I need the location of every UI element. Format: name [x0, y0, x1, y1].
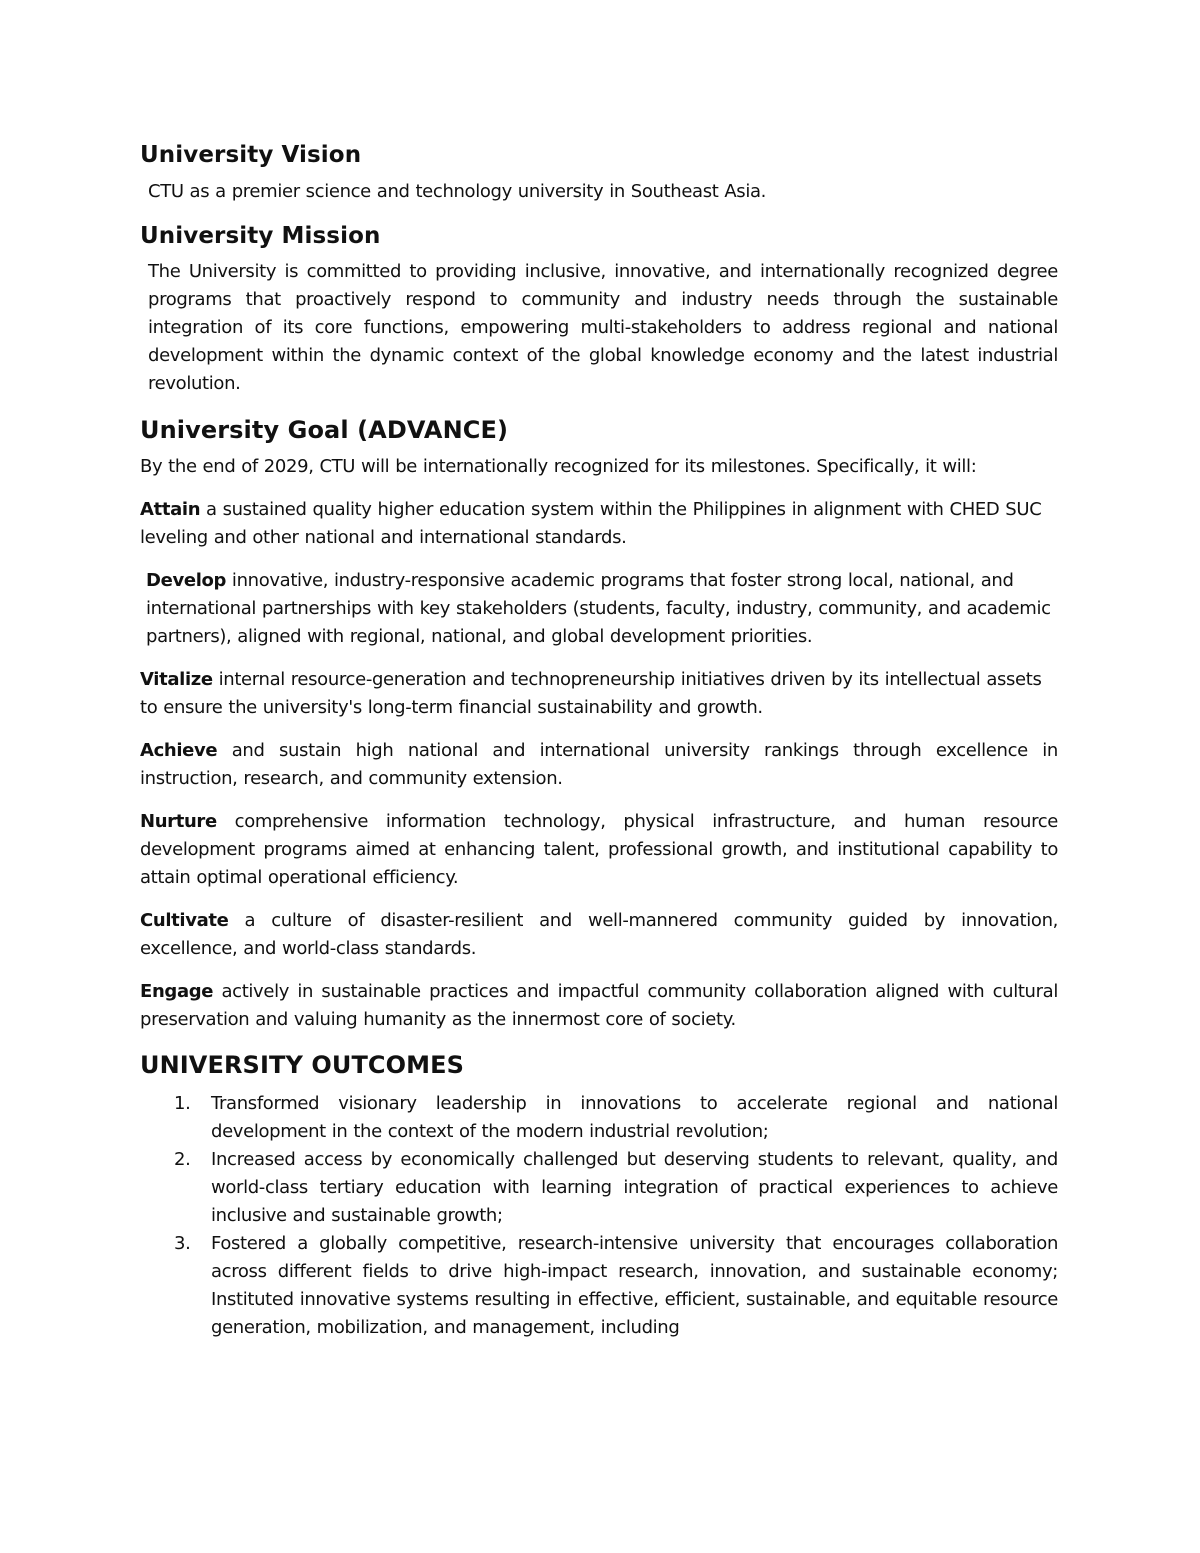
goal-text: innovative, industry-responsive academic programs that foster strong local, national, and international partnerships with key stakeholders (students, faculty, industry, community, and academic partners), aligned with regional, national, and global development priorities. — [146, 569, 1051, 647]
list-number: 3. — [174, 1232, 191, 1254]
goal-text: and sustain high national and international university rankings through excellence in instruction, research, and community extension. — [140, 739, 1058, 789]
goal-term: Achieve — [140, 739, 218, 761]
outcomes-list — [140, 1090, 1058, 1342]
goal-term: Cultivate — [140, 909, 229, 931]
document-page — [140, 138, 1058, 1342]
outcomes-heading: UNIVERSITY OUTCOMES — [140, 1050, 465, 1079]
goal-term: Engage — [140, 980, 214, 1002]
vision-text: CTU as a premier science and technology university in Southeast Asia. — [148, 180, 767, 202]
list-item — [140, 1230, 1058, 1342]
goal-item-attain — [140, 496, 1058, 552]
list-number: 1. — [174, 1092, 191, 1114]
goal-heading: University Goal (ADVANCE) — [140, 416, 509, 445]
list-item — [140, 1090, 1058, 1146]
goal-text: actively in sustainable practices and impactful community collaboration aligned with cultural preservation and valuing humanity as the innermost core of society. — [140, 980, 1058, 1030]
list-item — [140, 1146, 1058, 1230]
goal-intro: By the end of 2029, CTU will be internationally recognized for its milestones. Specifically, it will: — [140, 455, 977, 477]
goal-item-cultivate — [140, 907, 1058, 963]
goal-item-develop — [140, 567, 1058, 651]
mission-heading: University Mission — [140, 222, 381, 249]
list-number: 2. — [174, 1148, 191, 1170]
list-text: Increased access by economically challenged but deserving students to relevant, quality, and world-class tertiary education with learning integration of practical experiences to achieve inclusive and sustainable growth; — [211, 1148, 1058, 1226]
list-text: Transformed visionary leadership in innovations to accelerate regional and national development in the context of the modern industrial revolution; — [211, 1092, 1058, 1142]
goal-text: comprehensive information technology, physical infrastructure, and human resource development programs aimed at enhancing talent, professional growth, and institutional capability to attain optimal operational efficiency. — [140, 810, 1058, 888]
goal-term: Attain — [140, 498, 201, 520]
list-text: Fostered a globally competitive, research-intensive university that encourages collaboration across different fields to drive high-impact research, innovation, and sustainable economy; Instituted innovative systems resulting in effective, efficient, sustainable, and equitable resource generation, mobilization, and management, including — [211, 1232, 1058, 1338]
goal-text: a culture of disaster-resilient and well-mannered community guided by innovation, excellence, and world-class standards. — [140, 909, 1058, 959]
goal-term: Nurture — [140, 810, 217, 832]
goal-text: internal resource-generation and technopreneurship initiatives driven by its intellectual assets to ensure the university's long-term financial sustainability and growth. — [140, 668, 1042, 718]
goal-item-vitalize — [140, 666, 1058, 722]
vision-heading: University Vision — [140, 142, 362, 168]
goal-item-nurture — [140, 808, 1058, 892]
mission-text: The University is committed to providing inclusive, innovative, and internationally recognized degree programs that proactively respond to community and industry needs through the sustainable integration of its core functions, empowering multi-stakeholders to address regional and national development within the dynamic context of the global knowledge economy and the latest industrial revolution. — [148, 261, 1058, 395]
goal-term: Develop — [146, 569, 227, 591]
goal-item-achieve — [140, 737, 1058, 793]
goal-item-engage — [140, 978, 1058, 1034]
goal-text: a sustained quality higher education system within the Philippines in alignment with CHED SUC leveling and other national and international standards. — [140, 498, 1042, 548]
goal-term: Vitalize — [140, 668, 213, 690]
